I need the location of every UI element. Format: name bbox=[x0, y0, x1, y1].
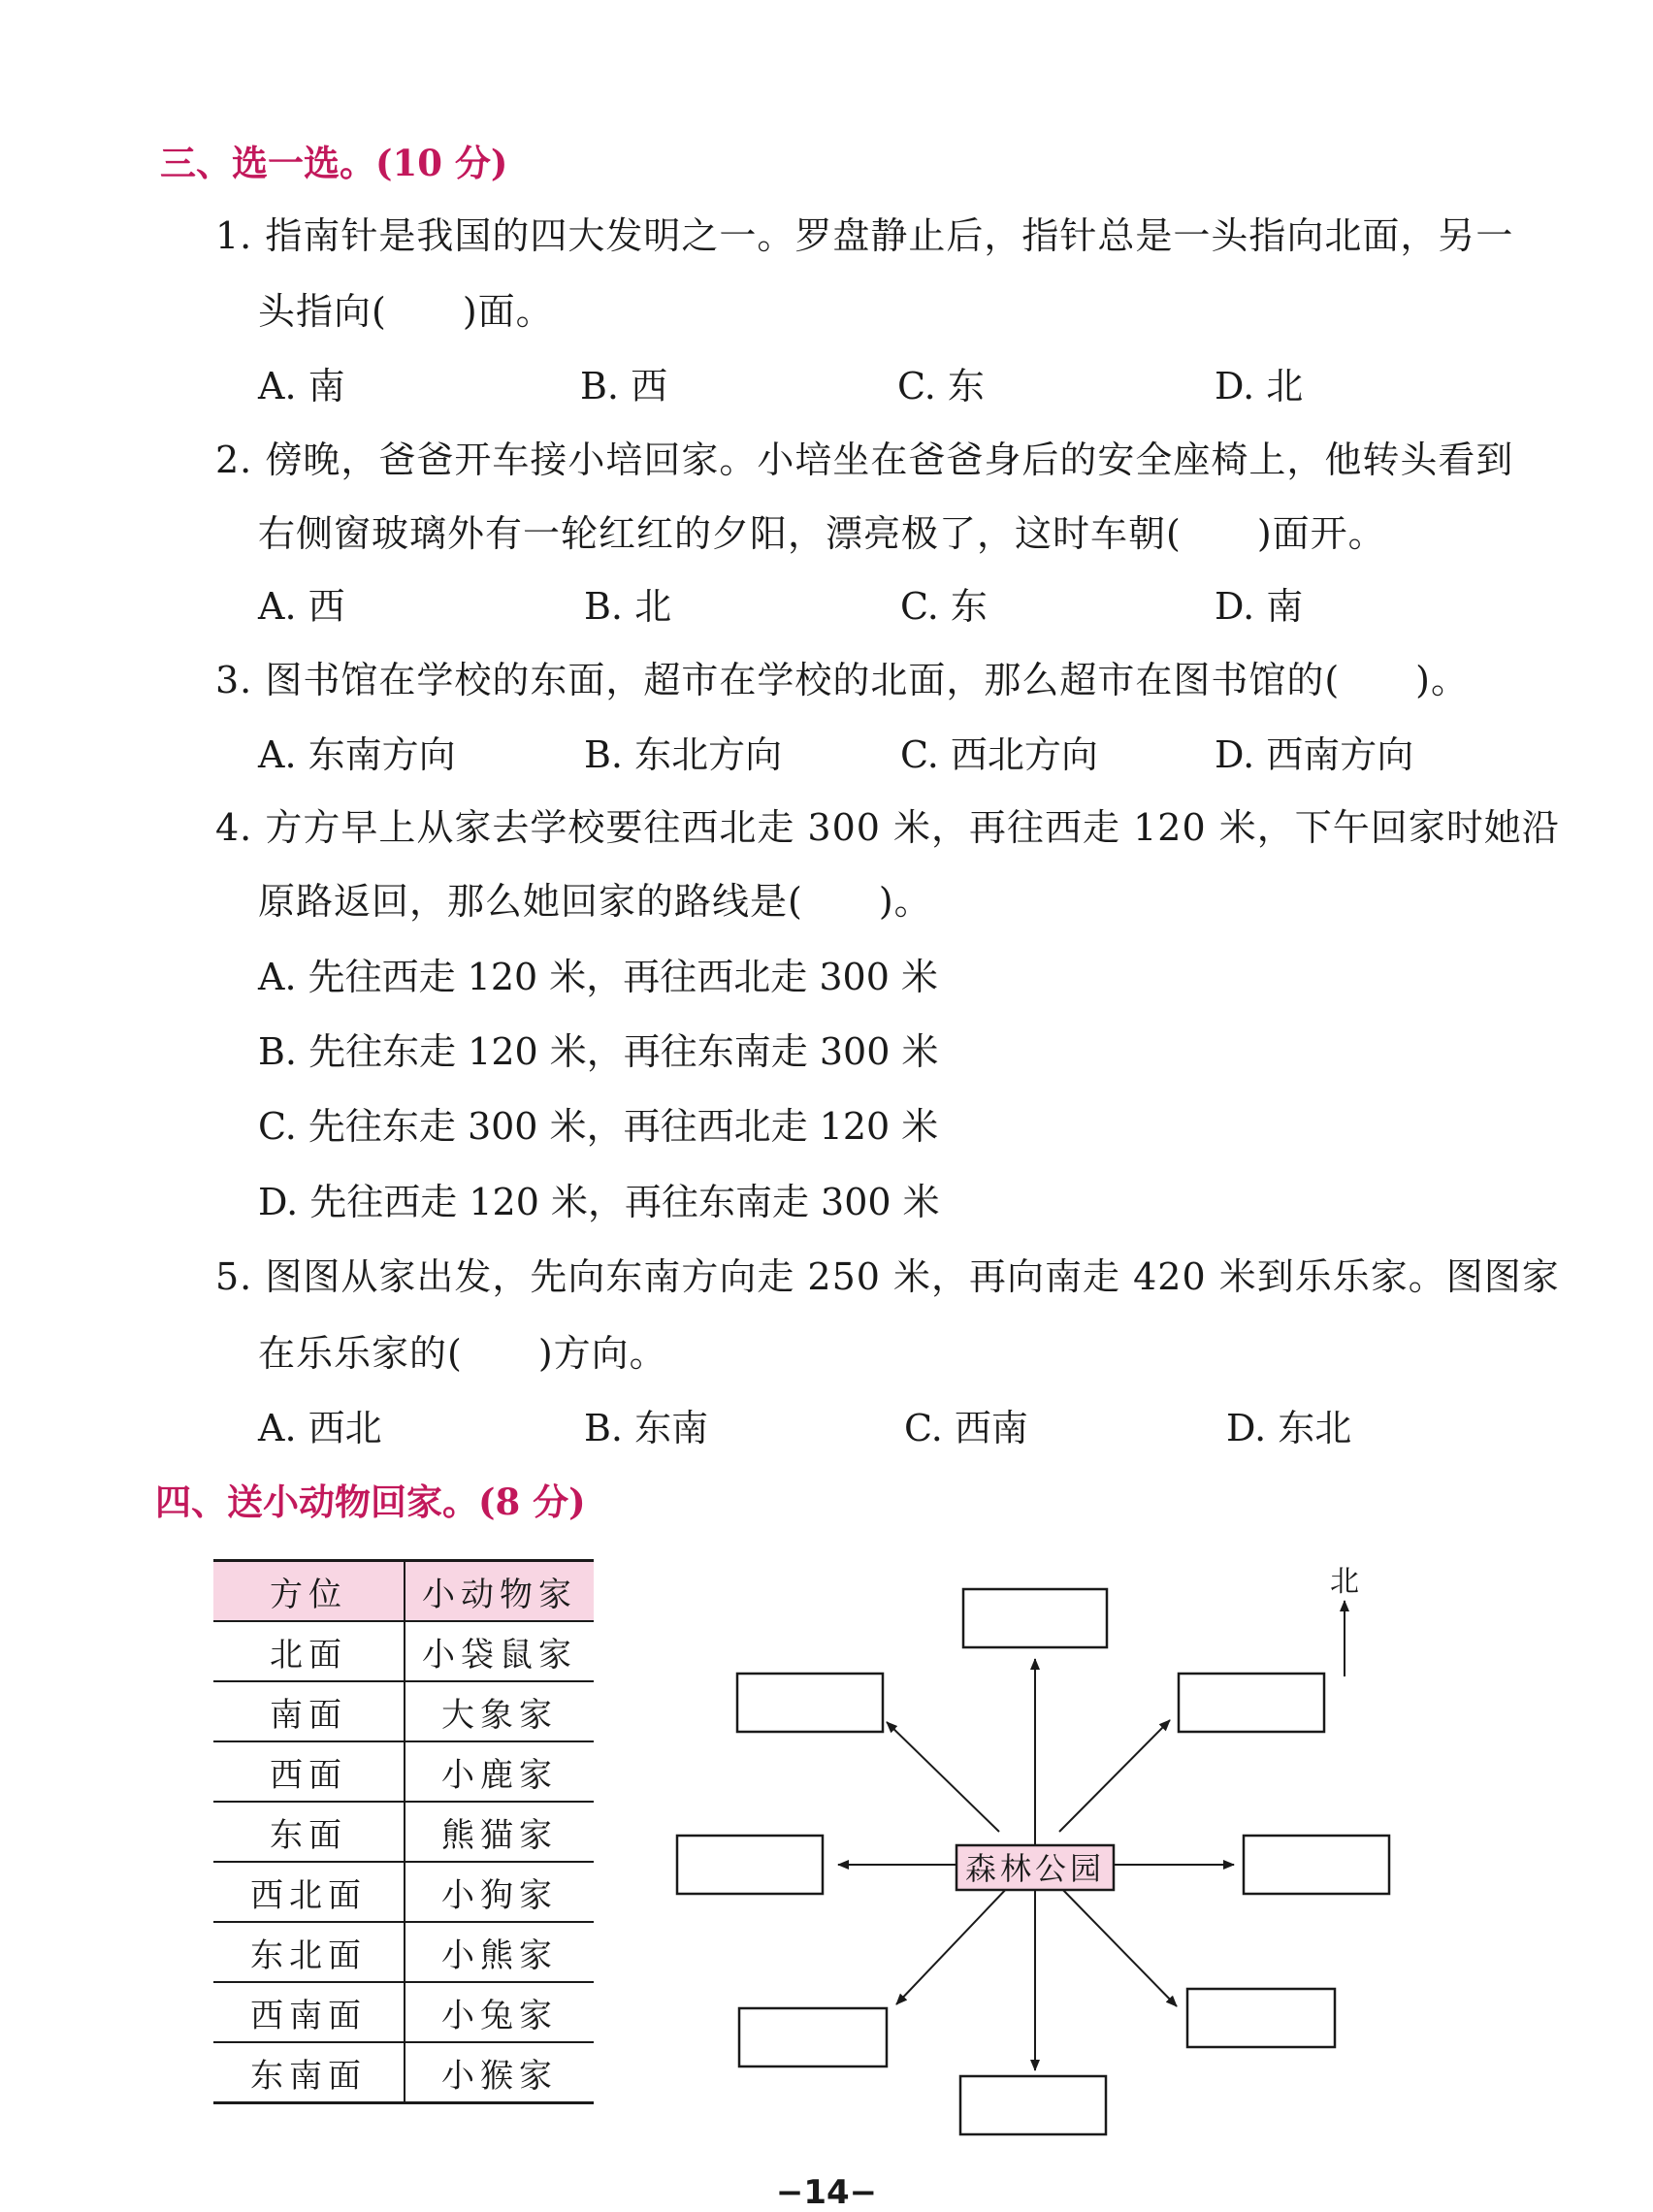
table-cell-direction: 西南面 bbox=[213, 1982, 405, 2042]
table-cell-animal: 小兔家 bbox=[405, 1982, 594, 2042]
table-row bbox=[213, 1621, 594, 1681]
q4-line-2: 原路返回，那么她回家的路线是( )。 bbox=[258, 880, 932, 923]
q2-option-d[interactable]: D. 南 bbox=[1215, 585, 1304, 628]
q4-option-b[interactable]: B. 先往东走 120 米，再往东南走 300 米 bbox=[258, 1030, 939, 1073]
q5-option-d[interactable]: D. 东北 bbox=[1226, 1407, 1352, 1449]
table-cell-animal: 小袋鼠家 bbox=[405, 1621, 594, 1681]
answer-box-west[interactable] bbox=[677, 1836, 823, 1894]
answer-box-south[interactable] bbox=[960, 2076, 1106, 2134]
table-cell-animal: 熊猫家 bbox=[405, 1802, 594, 1862]
q4-option-a[interactable]: A. 先往西走 120 米，再往西北走 300 米 bbox=[258, 956, 938, 998]
q4-option-d[interactable]: D. 先往西走 120 米，再往东南走 300 米 bbox=[258, 1181, 940, 1223]
table-cell-direction: 西面 bbox=[213, 1741, 405, 1802]
section-3-title: 三、选一选。(10 分) bbox=[160, 142, 508, 184]
answer-box-northwest[interactable] bbox=[737, 1674, 883, 1732]
table-cell-direction: 东南面 bbox=[213, 2042, 405, 2103]
table-row bbox=[213, 1982, 594, 2042]
table-cell-animal: 小猴家 bbox=[405, 2042, 594, 2103]
table-cell-direction: 南面 bbox=[213, 1681, 405, 1741]
q2-option-b[interactable]: B. 北 bbox=[584, 585, 672, 628]
table-header-row bbox=[213, 1561, 594, 1622]
direction-table bbox=[213, 1559, 594, 2104]
north-label: 北 bbox=[1330, 1565, 1359, 1599]
arrow-northwest bbox=[887, 1722, 999, 1832]
table-row bbox=[213, 1862, 594, 1922]
arrow-southwest bbox=[896, 1884, 1011, 2004]
q3-option-a[interactable]: A. 东南方向 bbox=[258, 733, 456, 776]
table-row bbox=[213, 1681, 594, 1741]
q1-option-c[interactable]: C. 东 bbox=[897, 365, 985, 407]
q1-option-a[interactable]: A. 南 bbox=[258, 365, 345, 407]
answer-box-east[interactable] bbox=[1244, 1836, 1389, 1894]
table-row bbox=[213, 1802, 594, 1862]
q1-line-1: 1. 指南针是我国的四大发明之一。罗盘静止后，指针总是一头指向北面，另一 bbox=[215, 214, 1514, 257]
q2-line-2: 右侧窗玻璃外有一轮红红的夕阳，漂亮极了，这时车朝( )面开。 bbox=[258, 512, 1386, 555]
q3-option-c[interactable]: C. 西北方向 bbox=[900, 733, 1098, 776]
table-cell-animal: 大象家 bbox=[405, 1681, 594, 1741]
page-number: −14− bbox=[775, 2173, 878, 2212]
q2-line-1: 2. 傍晚，爸爸开车接小培回家。小培坐在爸爸身后的安全座椅上，他转头看到 bbox=[215, 439, 1514, 481]
table-header-animal-home: 小动物家 bbox=[405, 1561, 594, 1622]
q1-line-2: 头指向( )面。 bbox=[258, 290, 554, 333]
table-row bbox=[213, 1741, 594, 1802]
q2-option-c[interactable]: C. 东 bbox=[900, 585, 988, 628]
table-cell-direction: 东面 bbox=[213, 1802, 405, 1862]
q1-option-d[interactable]: D. 北 bbox=[1215, 365, 1304, 407]
arrow-southeast bbox=[1057, 1884, 1177, 2006]
q5-line-2: 在乐乐家的( )方向。 bbox=[258, 1332, 667, 1375]
q5-option-c[interactable]: C. 西南 bbox=[904, 1407, 1028, 1449]
q4-option-c[interactable]: C. 先往东走 300 米，再往西北走 120 米 bbox=[258, 1105, 939, 1148]
table-row bbox=[213, 1922, 594, 1982]
table-cell-direction: 北面 bbox=[213, 1621, 405, 1681]
table-cell-direction: 东北面 bbox=[213, 1922, 405, 1982]
q5-option-a[interactable]: A. 西北 bbox=[258, 1407, 382, 1449]
table-row bbox=[213, 2042, 594, 2103]
answer-box-southwest[interactable] bbox=[739, 2008, 887, 2066]
forest-park-label: 森林公园 bbox=[964, 1850, 1106, 1887]
answer-box-north[interactable] bbox=[963, 1589, 1107, 1647]
q2-option-a[interactable]: A. 西 bbox=[258, 585, 345, 628]
q4-line-1: 4. 方方早上从家去学校要往西北走 300 米，再往西走 120 米，下午回家时她沿 bbox=[215, 806, 1560, 849]
table-cell-direction: 西北面 bbox=[213, 1862, 405, 1922]
q5-line-1: 5. 图图从家出发，先向东南方向走 250 米，再向南走 420 米到乐乐家。图图家 bbox=[215, 1255, 1560, 1298]
table-cell-animal: 小鹿家 bbox=[405, 1741, 594, 1802]
table-cell-animal: 小狗家 bbox=[405, 1862, 594, 1922]
forest-park-diagram bbox=[669, 1552, 1416, 2154]
answer-box-southeast[interactable] bbox=[1187, 1989, 1335, 2047]
arrow-northeast bbox=[1059, 1720, 1170, 1832]
table-header-direction: 方位 bbox=[213, 1561, 405, 1622]
section-4-title: 四、送小动物回家。(8 分) bbox=[155, 1480, 586, 1523]
table-cell-animal: 小熊家 bbox=[405, 1922, 594, 1982]
q5-option-b[interactable]: B. 东南 bbox=[584, 1407, 709, 1449]
q3-option-b[interactable]: B. 东北方向 bbox=[584, 733, 783, 776]
answer-box-northeast[interactable] bbox=[1179, 1674, 1324, 1732]
q3-line-1: 3. 图书馆在学校的东面，超市在学校的北面，那么超市在图书馆的( )。 bbox=[215, 659, 1469, 701]
q3-option-d[interactable]: D. 西南方向 bbox=[1215, 733, 1414, 776]
q1-option-b[interactable]: B. 西 bbox=[580, 365, 668, 407]
